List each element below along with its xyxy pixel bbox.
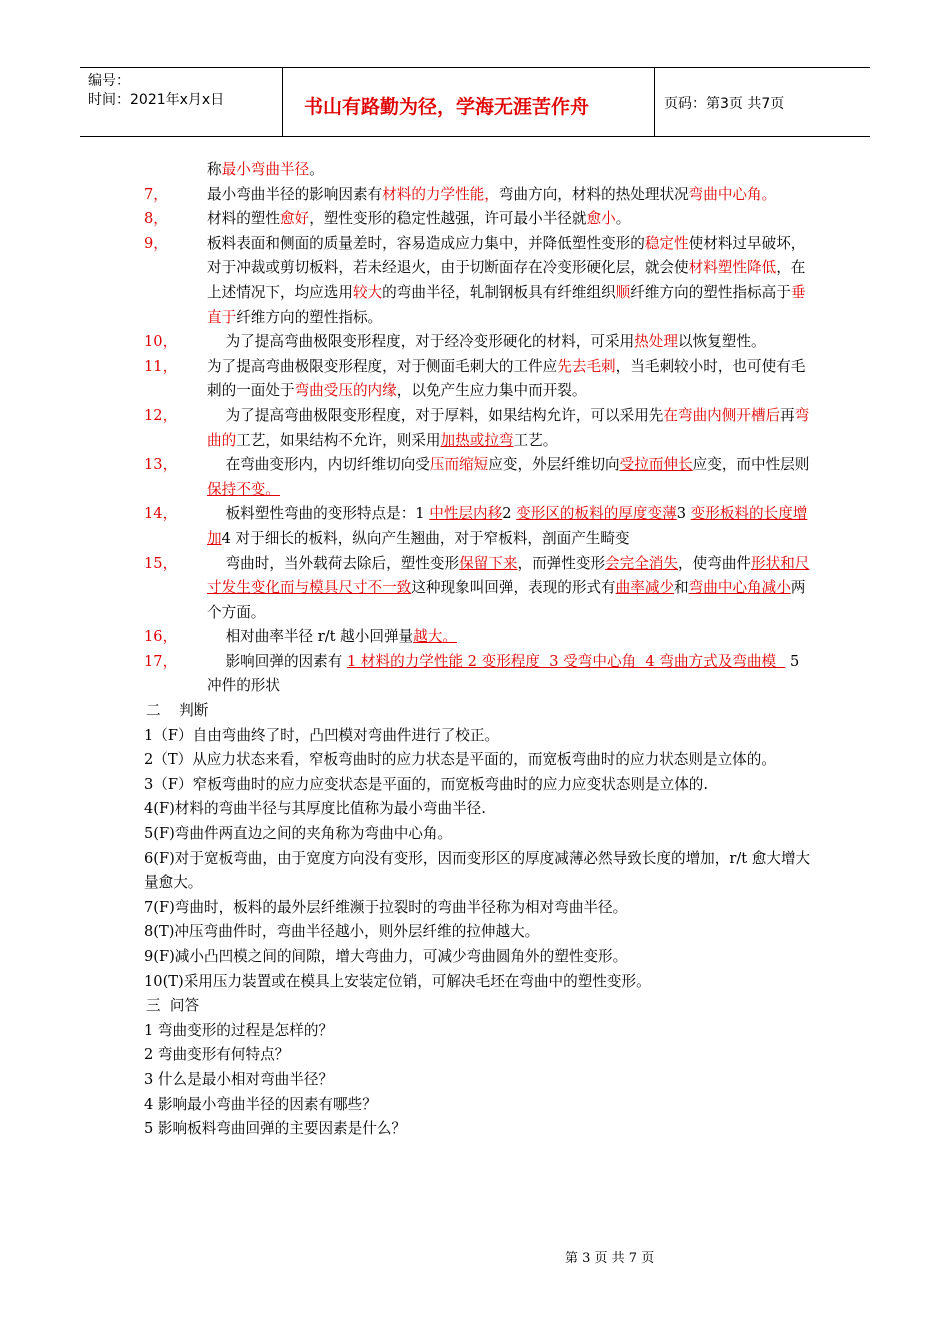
answer: 较大 xyxy=(352,283,383,301)
answer: 越大。 xyxy=(413,628,457,646)
answer: 保持不变。 xyxy=(207,480,280,498)
text: 使材料过早破坏，对于冲裁或剪切板料，若未经退火，由于切断面存在冷变形硬化层，就会使 xyxy=(207,234,806,277)
answer: 愈小 xyxy=(586,210,616,228)
judge-item: 6(F)对于宽板弯曲，由于宽度方向没有变形，因而变形区的厚度减薄必然导致长度的增加，r/t 愈大增大量愈大。 xyxy=(144,849,811,892)
fill-item-16 xyxy=(144,625,814,650)
header-time-label: 时间：2021年x月x日 xyxy=(88,92,225,108)
text: 3 xyxy=(676,505,691,523)
item-number: 12， xyxy=(144,406,178,424)
item-number: 16， xyxy=(144,628,178,646)
item-number: 11， xyxy=(144,357,178,375)
qa-item: 5 影响板料弯曲回弹的主要因素是什么？ xyxy=(144,1120,407,1138)
text: 5 冲件的形状 xyxy=(207,652,804,695)
answer: 先去毛刺 xyxy=(557,357,616,375)
text: ，而弹性变形 xyxy=(517,554,606,572)
text: ，在上述情况下，均应选用 xyxy=(207,259,806,301)
header-page-info: 页码：第3页 共7页 xyxy=(664,96,785,112)
header-motto: 书山有路勤为径，学海无涯苦作舟 xyxy=(304,96,590,118)
text: 纤维方向的塑性指标。 xyxy=(236,308,383,326)
header-meta-cell xyxy=(80,68,283,136)
text: 应变，而中性层则 xyxy=(692,456,810,474)
answer: 会完全消失 xyxy=(605,554,679,572)
text: 为了提高弯曲极限变形程度，对于经冷变形硬化的材料，可采用 xyxy=(207,333,635,351)
text: 这种现象叫回弹，表现的形式有 xyxy=(411,579,616,597)
answer: 垂直于 xyxy=(207,283,806,326)
judge-item: 10(T)采用压力装置或在模具上安装定位销，可解决毛坯在弯曲中的塑性变形。 xyxy=(144,972,651,990)
fill-item-14 xyxy=(144,502,814,551)
text: 为了提高弯曲极限变形程度，对于厚料，如果结构允许，可以采用先 xyxy=(207,406,664,424)
text: ，塑性变形的稳定性越强，许可最小半径就 xyxy=(309,210,587,228)
answer: 中性层内移 xyxy=(429,505,503,523)
answer: 加热或拉弯 xyxy=(440,431,514,449)
answer: 愈好 xyxy=(279,210,310,228)
answer: 稳定性 xyxy=(644,234,689,252)
judge-item: 8(T)冲压弯曲件时，弯曲半径越小，则外层纤维的拉伸越大。 xyxy=(144,923,540,941)
answer: 压而缩短 xyxy=(429,456,489,474)
fill-item-17 xyxy=(144,650,814,699)
answer: 顺 xyxy=(615,283,631,301)
text: ，以免产生应力集中而开裂。 xyxy=(396,382,587,400)
text: 弯曲时，当外载荷去除后，塑性变形 xyxy=(207,554,460,572)
item-number: 13， xyxy=(144,456,178,474)
judge-item: 5(F)弯曲件两直边之间的夹角称为弯曲中心角。 xyxy=(144,825,453,843)
qa-item: 2 弯曲变形有何特点？ xyxy=(144,1046,290,1064)
answer: 变形区的板料的厚度变薄 xyxy=(516,505,677,523)
answer: 曲率减少 xyxy=(615,579,675,597)
text: 以恢复塑性。 xyxy=(678,333,766,351)
item-number: 7， xyxy=(144,185,168,203)
item-number: 17， xyxy=(144,652,178,670)
answer: 在弯曲内侧开槽后 xyxy=(663,406,781,424)
page-footer: 第 3 页 共 7 页 xyxy=(565,1251,655,1266)
fill-item-13 xyxy=(144,453,814,502)
item-number: 10， xyxy=(144,333,178,351)
page-header xyxy=(80,67,870,137)
answer: 材料塑性降低 xyxy=(688,259,777,277)
text: 和 xyxy=(674,579,689,597)
text: 最小弯曲半径的影响因素有 xyxy=(207,185,383,203)
text: 工艺，如果结构不允许，则采用 xyxy=(236,431,441,449)
header-code-label: 编号： xyxy=(88,73,130,89)
judge-item: 3（F）窄板弯曲时的应力应变状态是平面的，而宽板弯曲时的应力应变状态则是立体的. xyxy=(144,775,709,793)
answer: 最小弯曲半径 xyxy=(221,161,310,178)
answer: 热处理 xyxy=(634,333,678,351)
answer: 1 材料的力学性能 2 变形程度 3 受弯中心角 4 弯曲方式及弯曲模 xyxy=(346,652,786,670)
text: 在弯曲变形内，内切纤维切向受 xyxy=(207,456,430,474)
qa-item: 4 影响最小弯曲半径的因素有哪些？ xyxy=(144,1095,377,1113)
section-title-qa: 三 问答 xyxy=(146,997,200,1015)
text: 两个方面。 xyxy=(207,579,806,621)
answer: 受拉而伸长 xyxy=(619,456,693,474)
answer: 弯曲中心角。 xyxy=(688,185,777,203)
qa-item: 3 什么是最小相对弯曲半径？ xyxy=(144,1070,334,1088)
answer: 弯曲的 xyxy=(207,406,810,449)
text: 的弯曲半径，轧制钢板具有纤维组织 xyxy=(382,283,616,301)
answer: 保留下来 xyxy=(459,554,518,572)
fill-item-8 xyxy=(144,207,814,232)
text: 纤维方向的塑性指标高于 xyxy=(630,283,791,301)
answer: 弯曲受压的内缘 xyxy=(294,382,397,400)
judge-item: 4(F)材料的弯曲半径与其厚度比值称为最小弯曲半径. xyxy=(144,800,486,818)
qa-item: 1 弯曲变形的过程是怎样的？ xyxy=(144,1021,334,1039)
document-body xyxy=(144,158,814,1142)
answer: 弯曲中心角减小 xyxy=(688,579,791,597)
judge-item: 9(F)减小凸凹模之间的间隙，增大弯曲力，可减少弯曲圆角外的塑性变形。 xyxy=(144,948,628,965)
text: 弯曲方向，材料的热处理状况 xyxy=(498,185,689,203)
text: 为了提高弯曲极限变形程度，对于侧面毛刺大的工件应 xyxy=(207,357,558,375)
text: 板料塑性弯曲的变形特点是：1 xyxy=(207,505,430,523)
judge-item: 7(F)弯曲时，板料的最外层纤维濒于拉裂时的弯曲半径称为相对弯曲半径。 xyxy=(144,898,628,916)
text: 材料的塑性 xyxy=(207,210,280,228)
text: 板料表面和侧面的质量差时，容易造成应力集中，并降低塑性变形的 xyxy=(207,234,645,252)
text: 称 xyxy=(207,161,222,178)
fill-item-10 xyxy=(144,330,814,355)
answer: 形状和尺寸发生变化而与模具尺寸不一致 xyxy=(207,554,810,597)
fill-item-continuation xyxy=(144,158,814,183)
item-number: 14， xyxy=(144,505,178,523)
answer: 变形板料的长度增加 xyxy=(207,505,808,547)
fill-item-12 xyxy=(144,404,814,453)
fill-item-9 xyxy=(144,232,814,330)
item-number: 15， xyxy=(144,554,178,572)
text: 2 xyxy=(502,505,517,523)
text: 再 xyxy=(780,406,795,424)
section-title-judge: 二 判断 xyxy=(146,702,209,720)
text: 。 xyxy=(309,161,324,178)
header-page-cell xyxy=(654,68,870,136)
text: 相对曲率半径 r/t 越小回弹量 xyxy=(207,628,414,646)
text: ，使弯曲件 xyxy=(678,554,752,572)
text: 工艺。 xyxy=(513,431,558,449)
fill-item-7 xyxy=(144,183,814,208)
header-motto-cell xyxy=(282,68,655,136)
text: 。 xyxy=(615,210,631,228)
fill-item-11 xyxy=(144,355,814,404)
item-number: 9， xyxy=(144,234,168,252)
text: 应变，外层纤维切向 xyxy=(488,456,620,474)
judge-item: 2（T）从应力状态来看，窄板弯曲时的应力状态是平面的，而宽板弯曲时的应力状态则是立体的。 xyxy=(144,751,776,769)
judge-item: 1（F）自由弯曲终了时，凸凹模对弯曲件进行了校正。 xyxy=(144,726,500,744)
text: ，当毛刺较小时，也可使有毛刺的一面处于 xyxy=(207,357,806,400)
item-number: 8， xyxy=(144,210,168,228)
answer: 材料的力学性能， xyxy=(382,185,499,203)
fill-item-15 xyxy=(144,552,814,626)
text: 影响回弹的因素有 xyxy=(207,652,347,670)
text: 4 对于细长的板料，纵向产生翘曲，对于窄板料，剖面产生畸变 xyxy=(221,529,630,547)
